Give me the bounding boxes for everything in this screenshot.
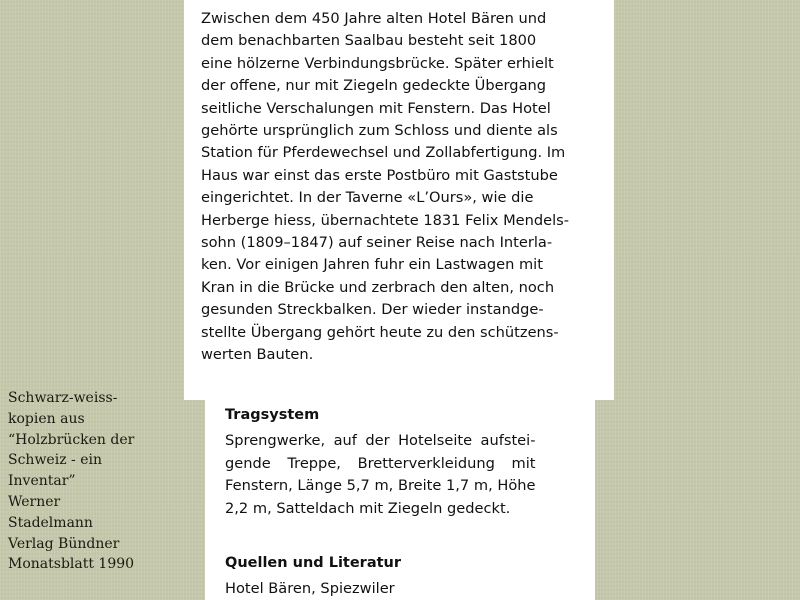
- credit-line: Verlag Bündner: [8, 535, 120, 552]
- credit-line: Schwarz-weiss-: [8, 390, 118, 406]
- article-line: dem benachbarten Saalbau besteht seit 1800: [201, 32, 537, 50]
- article-line: der offene, nur mit Ziegeln gedeckte Übergang: [201, 77, 547, 95]
- tragsystem-line: 2,2 m, Satteldach mit Ziegeln gedeckt.: [225, 499, 511, 517]
- article-line: eingerichtet. In der Taverne «L’Ours», wie die: [201, 189, 534, 207]
- credit-line: kopien aus: [8, 410, 85, 427]
- article-line: stellte Übergang gehört heute zu den schützens-: [201, 323, 559, 341]
- source-credit: [8, 388, 168, 575]
- credit-line: “Holzbrücken der: [8, 431, 135, 448]
- article-line: Zwischen dem 450 Jahre alten Hotel Bären und: [201, 10, 547, 27]
- article-paragraph: [201, 8, 569, 367]
- scanned-page-bottom: [205, 400, 595, 600]
- article-line: gesunden Streckbalken. Der wieder instandge-: [201, 301, 544, 319]
- tragsystem-line: Fenstern, Länge 5,7 m, Breite 1,7 m, Höhe: [225, 477, 536, 494]
- article-line: Station für Pferdewechsel und Zollabfertigung. Im: [201, 144, 566, 162]
- article-line: ken. Vor einigen Jahren fuhr ein Lastwagen mit: [201, 256, 543, 274]
- tragsystem-line: gende Treppe, Bretterverkleidung mit: [225, 454, 536, 472]
- credit-line: Inventar”: [8, 473, 76, 490]
- credit-line: Monatsblatt 1990: [8, 556, 135, 573]
- scanned-page-top: [184, 0, 614, 400]
- credit-line: Werner: [8, 493, 61, 510]
- article-line: Haus war einst das erste Postbüro mit Gaststube: [201, 166, 558, 184]
- article-line: Kran in die Brücke und zerbrach den alten, noch: [201, 278, 555, 296]
- article-line: werten Bauten.: [201, 346, 314, 364]
- tragsystem-line: Sprengwerke, auf der Hotelseite aufstei-: [225, 432, 536, 449]
- tragsystem-heading: Tragsystem: [225, 407, 320, 423]
- article-line: gehörte ursprünglich zum Schloss und diente als: [201, 122, 558, 140]
- credit-line: Schweiz - ein: [8, 452, 102, 469]
- quellen-heading: Quellen und Literatur: [225, 555, 402, 571]
- article-line: eine hölzerne Verbindungsbrücke. Später erhielt: [201, 54, 554, 72]
- credit-line: Stadelmann: [8, 514, 93, 531]
- quellen-text: Hotel Bären, Spiezwiler: [225, 580, 395, 597]
- article-line: sohn (1809–1847) auf seiner Reise nach Interla-: [201, 234, 553, 252]
- article-line: seitliche Verschalungen mit Fenstern. Das Hotel: [201, 99, 551, 117]
- article-line: Herberge hiess, übernachtete 1831 Felix Mendels-: [201, 211, 570, 229]
- tragsystem-paragraph: [225, 430, 535, 520]
